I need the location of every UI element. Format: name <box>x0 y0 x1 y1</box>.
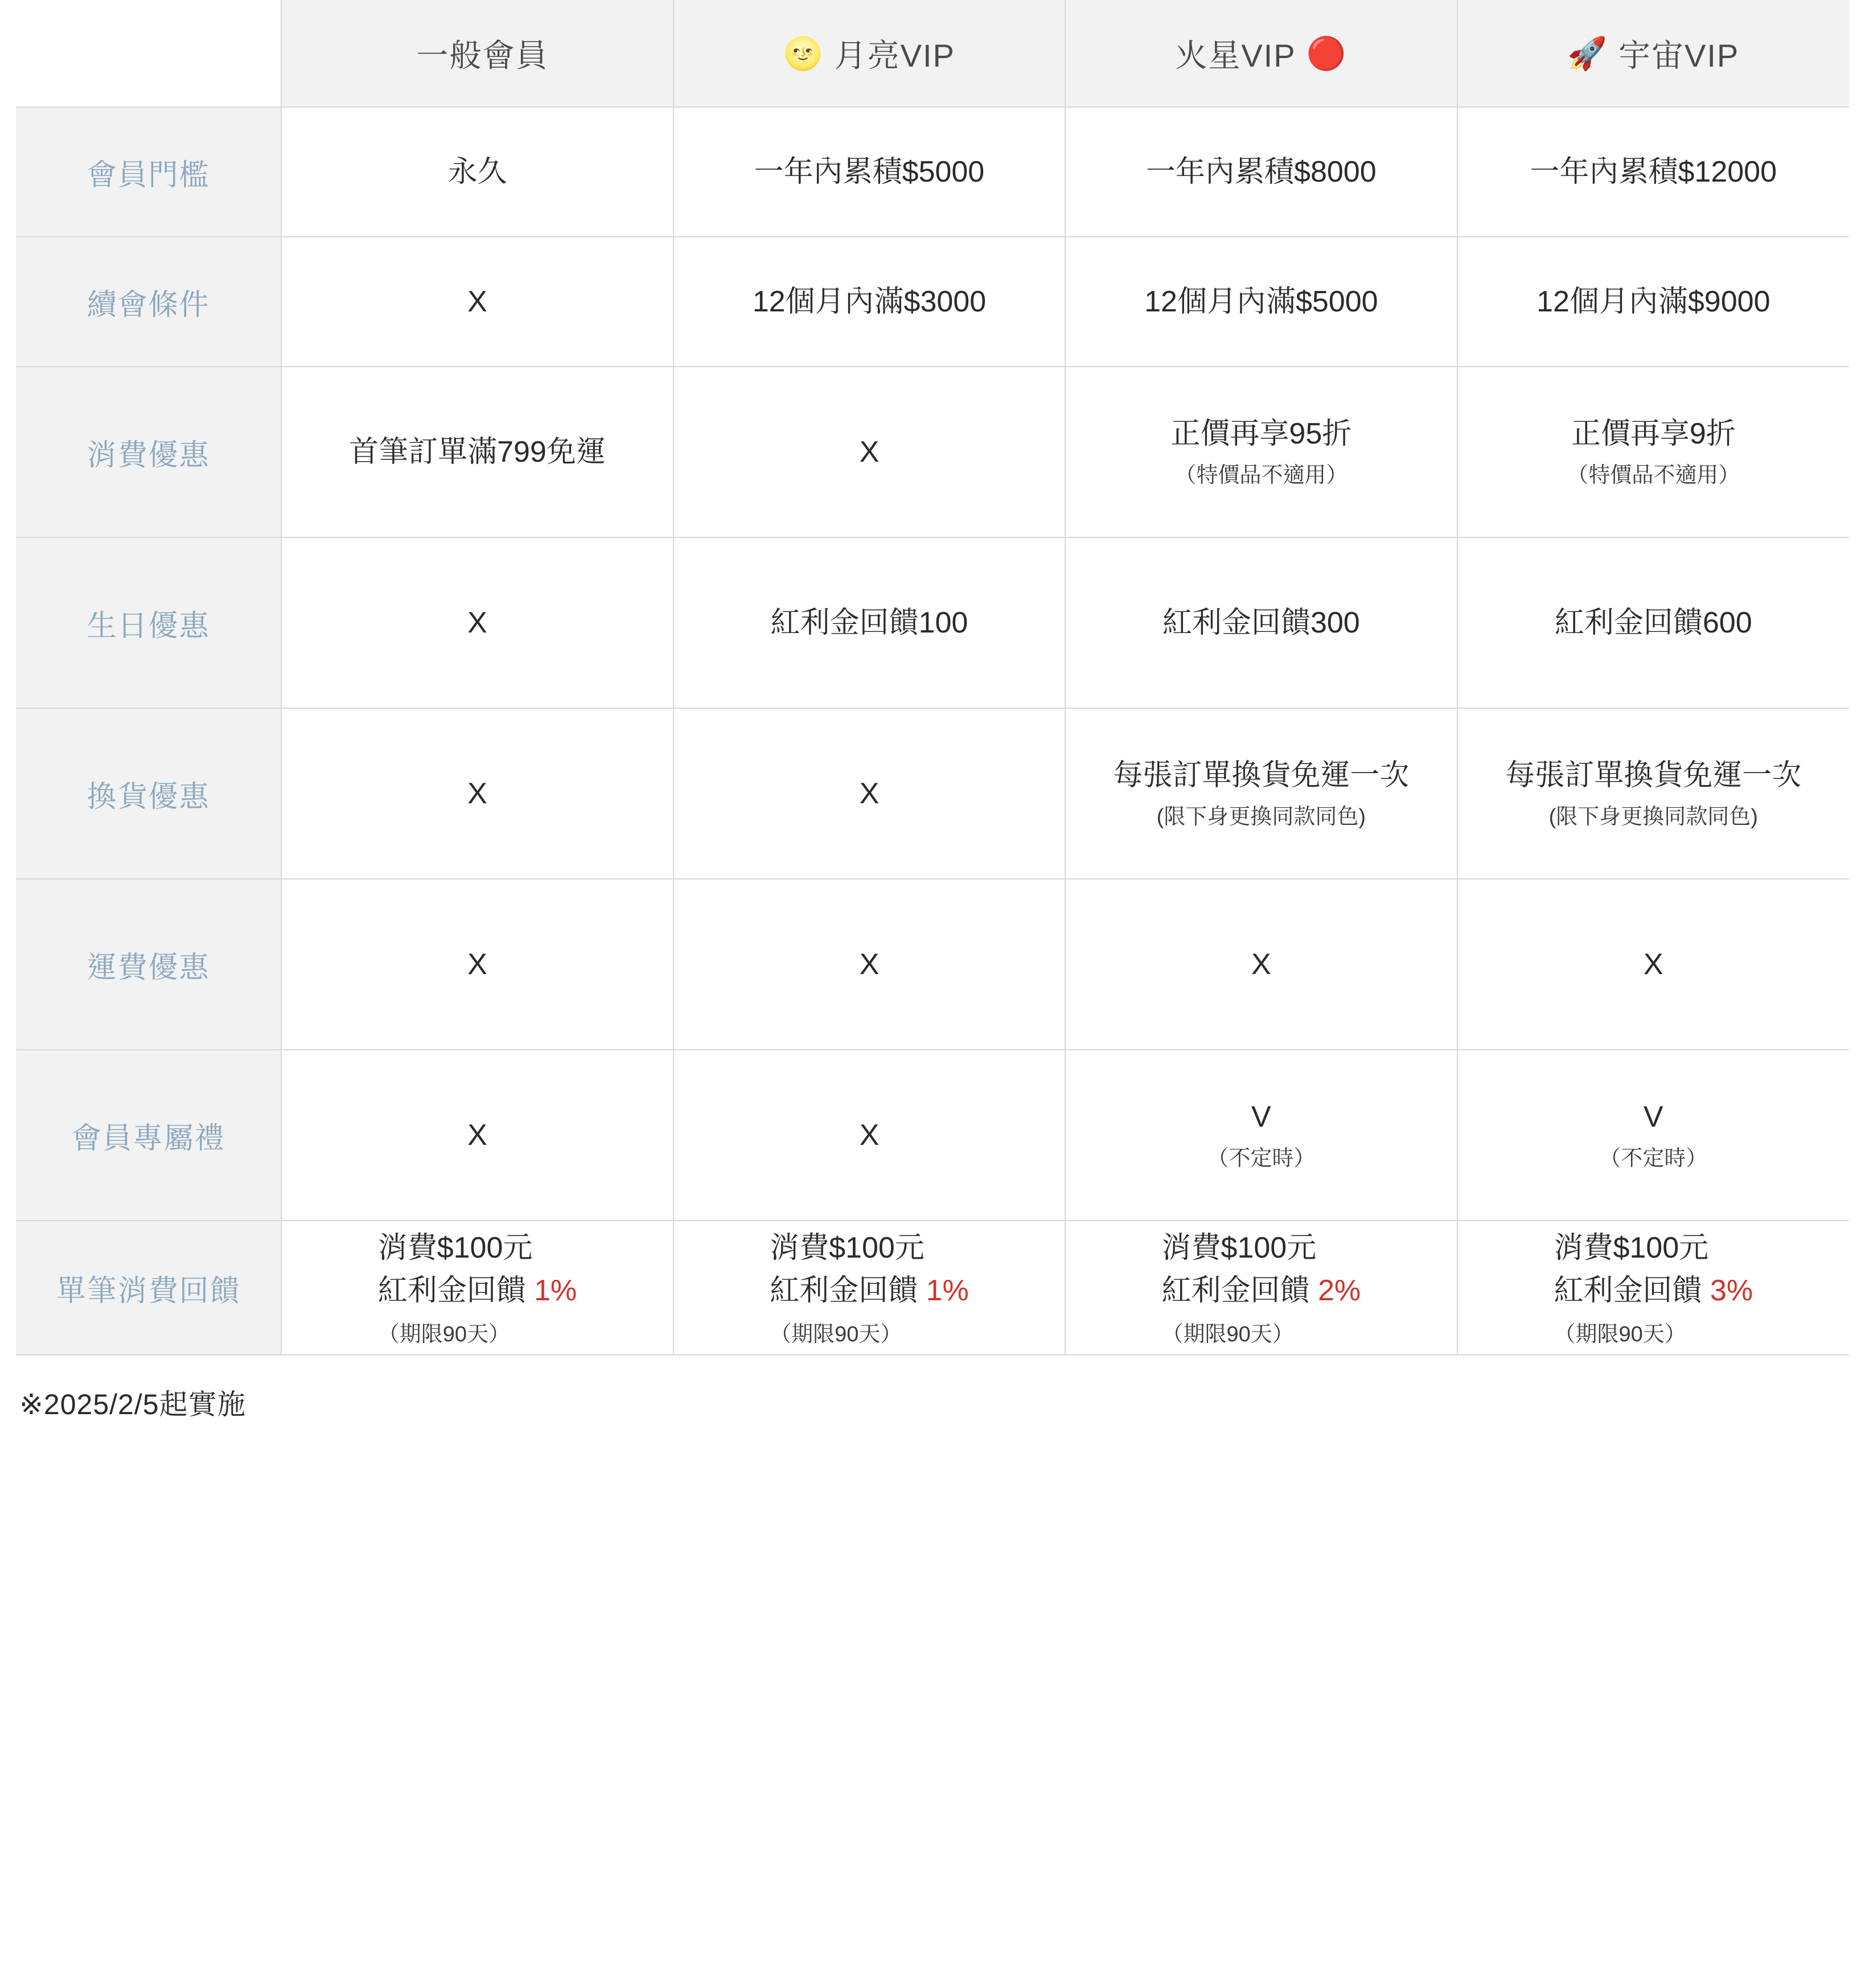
cell-main-text: 一年內累積$8000 <box>1146 155 1377 188</box>
row-label-shipping: 運費優惠 <box>16 879 281 1050</box>
table-body <box>16 107 1849 1355</box>
cell-main-text: 紅利金回饋600 <box>1554 606 1752 639</box>
cell-rebate-general <box>281 1221 673 1355</box>
rebate-line1: 消費$100元 <box>1161 1231 1317 1264</box>
rebate-sub: （期限90天） <box>377 1322 510 1346</box>
row-label-member-gift: 會員專屬禮 <box>16 1050 281 1221</box>
table-row <box>16 1050 1849 1221</box>
cell-exchange-general <box>281 708 673 879</box>
cell-main-text: 一年內累積$5000 <box>754 155 985 188</box>
cell-shipping-mars <box>1065 879 1457 1050</box>
table-header <box>16 0 1849 107</box>
cell-main-text: X <box>467 1118 487 1152</box>
cell-main-text: 每張訂單換貨免運一次 <box>1505 759 1802 792</box>
cell-main-text: 正價再享95折 <box>1170 417 1352 451</box>
rebate-sub: （期限90天） <box>1161 1322 1294 1346</box>
cell-gift-general <box>281 1050 673 1221</box>
rebate-line2-prefix: 紅利金回饋 <box>1161 1274 1318 1308</box>
mars-planet-icon: 🔴 <box>1306 35 1348 71</box>
cell-purchase-general <box>281 367 673 537</box>
cell-main-text: V <box>1251 1100 1271 1134</box>
rebate-line2 <box>1162 1270 1361 1312</box>
cell-sub-text: （不定時） <box>1207 1147 1316 1171</box>
cell-main-text: X <box>859 777 880 810</box>
cell-threshold-universe <box>1457 107 1849 237</box>
table-row <box>16 879 1849 1050</box>
cell-shipping-universe <box>1457 879 1849 1050</box>
rebate-sub: （期限90天） <box>1554 1322 1686 1346</box>
cell-rebate-mars <box>1065 1221 1457 1355</box>
cell-birthday-universe <box>1457 537 1849 708</box>
cell-main-text: 紅利金回饋300 <box>1162 606 1360 639</box>
cell-main-text: V <box>1643 1100 1663 1134</box>
rebate-sub: （期限90天） <box>770 1322 902 1346</box>
cell-main-text: X <box>859 435 880 469</box>
cell-main-text: 12個月內滿$5000 <box>1144 285 1378 318</box>
cell-rebate-moon <box>673 1221 1065 1355</box>
column-header-universe-vip <box>1457 0 1849 107</box>
rebate-percent: 1% <box>534 1274 577 1308</box>
table-row <box>16 237 1849 367</box>
rebate-percent: 1% <box>926 1274 969 1308</box>
table-row <box>16 708 1849 879</box>
cell-main-text: 永久 <box>447 155 507 188</box>
cell-sub-text: （特價品不適用） <box>1174 463 1348 488</box>
column-header-label: 月亮VIP <box>834 37 955 73</box>
table-row <box>16 367 1849 537</box>
table-row <box>16 537 1849 708</box>
rebate-line1: 消費$100元 <box>1554 1231 1709 1264</box>
cell-main-text: 12個月內滿$3000 <box>752 285 987 318</box>
cell-threshold-mars <box>1065 107 1457 237</box>
row-label-birthday: 生日優惠 <box>16 537 281 708</box>
rebate-line2-prefix: 紅利金回饋 <box>770 1274 926 1308</box>
cell-sub-text: (限下身更換同款同色) <box>1156 805 1366 829</box>
rebate-line1: 消費$100元 <box>377 1231 533 1264</box>
cell-main-text: 正價再享9折 <box>1571 417 1736 451</box>
cell-main-text: 12個月內滿$9000 <box>1537 285 1770 318</box>
cell-gift-moon <box>673 1050 1065 1221</box>
cell-renewal-general <box>281 237 673 367</box>
cell-sub-text: （不定時） <box>1599 1147 1708 1171</box>
row-label-purchase-benefit: 消費優惠 <box>16 367 281 537</box>
cell-main-text: 一年內累積$12000 <box>1530 155 1777 188</box>
rocket-icon: 🚀 <box>1567 35 1608 71</box>
cell-purchase-mars <box>1065 367 1457 537</box>
cell-main-text: X <box>859 1118 880 1152</box>
cell-purchase-moon <box>673 367 1065 537</box>
cell-shipping-moon <box>673 879 1065 1050</box>
cell-main-text: 紅利金回饋100 <box>770 606 968 639</box>
cell-main-text: X <box>467 606 487 639</box>
column-header-label: 火星VIP <box>1175 37 1296 73</box>
cell-main-text: X <box>467 285 487 318</box>
cell-main-text: X <box>467 947 487 981</box>
membership-tier-table <box>16 0 1849 1356</box>
rebate-line1: 消費$100元 <box>770 1231 925 1264</box>
cell-rebate-universe <box>1457 1221 1849 1355</box>
column-header-label: 宇宙VIP <box>1618 37 1740 73</box>
rebate-line2 <box>1554 1270 1753 1312</box>
rebate-line2-prefix: 紅利金回饋 <box>377 1274 535 1308</box>
cell-shipping-general <box>281 879 673 1050</box>
moon-icon: 🌝 <box>783 35 824 71</box>
cell-birthday-mars <box>1065 537 1457 708</box>
cell-sub-text: （特價品不適用） <box>1567 463 1740 488</box>
cell-birthday-general <box>281 537 673 708</box>
rebate-line2-prefix: 紅利金回饋 <box>1554 1274 1710 1308</box>
table-row <box>16 107 1849 237</box>
header-row <box>16 0 1849 107</box>
row-label-exchange: 換貨優惠 <box>16 708 281 879</box>
column-header-moon-vip <box>673 0 1065 107</box>
cell-renewal-mars <box>1065 237 1457 367</box>
cell-main-text: X <box>467 777 487 810</box>
cell-main-text: 首筆訂單滿799免運 <box>349 435 606 469</box>
cell-threshold-general <box>281 107 673 237</box>
rebate-percent: 2% <box>1317 1274 1361 1308</box>
cell-exchange-moon <box>673 708 1065 879</box>
cell-main-text: X <box>1251 947 1271 981</box>
row-label-threshold: 會員門檻 <box>16 107 281 237</box>
row-label-single-order-rebate: 單筆消費回饋 <box>16 1221 281 1355</box>
cell-sub-text: (限下身更換同款同色) <box>1548 805 1758 829</box>
cell-exchange-mars <box>1065 708 1457 879</box>
column-header-label: 一般會員 <box>416 37 549 73</box>
effective-date-footnote: ※2025/2/5起實施 <box>19 1389 247 1421</box>
cell-renewal-universe <box>1457 237 1849 367</box>
table-corner-cell <box>16 0 281 107</box>
cell-threshold-moon <box>673 107 1065 237</box>
cell-exchange-universe <box>1457 708 1849 879</box>
cell-main-text: 每張訂單換貨免運一次 <box>1113 759 1410 792</box>
column-header-mars-vip <box>1065 0 1457 107</box>
column-header-general <box>281 0 673 107</box>
cell-gift-mars <box>1065 1050 1457 1221</box>
cell-main-text: X <box>1643 947 1663 981</box>
row-label-renewal: 續會條件 <box>16 237 281 367</box>
cell-gift-universe <box>1457 1050 1849 1221</box>
cell-main-text: X <box>859 947 880 981</box>
cell-birthday-moon <box>673 537 1065 708</box>
cell-purchase-universe <box>1457 367 1849 537</box>
rebate-percent: 3% <box>1710 1274 1753 1308</box>
rebate-line2 <box>378 1270 577 1312</box>
cell-renewal-moon <box>673 237 1065 367</box>
rebate-line2 <box>770 1270 969 1312</box>
table-row <box>16 1221 1849 1355</box>
